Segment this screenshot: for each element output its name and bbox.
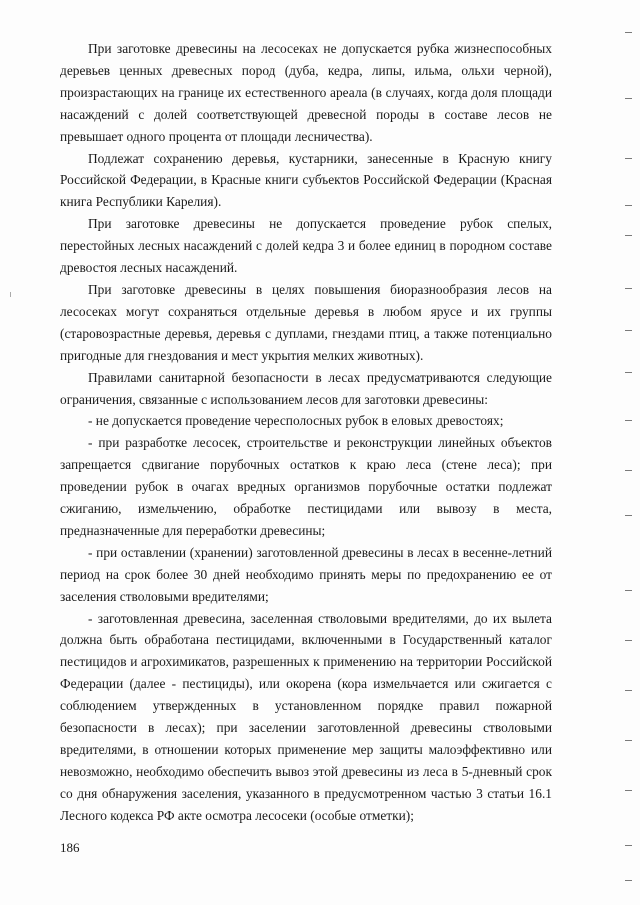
scan-mark: [625, 845, 632, 846]
paragraph: - при разработке лесосек, строительстве и реконструкции линейных объектов запрещается сдвигание порубочных остатков к краю леса (стене леса); при проведении рубок в очагах вредных организмов порубочные остатки подлежат сжиганию, измельчению, обработке пестицидами или вывозу в места, предназначенные для переработки древесины;: [60, 435, 552, 538]
scan-edge-marks: [610, 0, 640, 905]
document-body: [60, 38, 552, 827]
scan-mark: [625, 740, 632, 741]
scan-mark: [625, 590, 632, 591]
paragraph: Правилами санитарной безопасности в лесах предусматриваются следующие ограничения, связанные с использованием лесов для заготовки древесины:: [60, 369, 552, 407]
scan-mark: [625, 790, 632, 791]
scan-mark: [625, 640, 632, 641]
scan-mark: [625, 420, 632, 421]
scan-mark: [625, 288, 632, 289]
scan-speck: [10, 292, 11, 297]
scan-mark: [625, 98, 632, 99]
paragraph: Подлежат сохранению деревья, кустарники, занесенные в Красную книгу Российской Федерации, в Красные книги субъектов Российской Федерации (Красная книга Республики Карелия).: [60, 150, 552, 210]
paragraph: - не допускается проведение чересполосных рубок в еловых древостоях;: [88, 413, 504, 429]
scan-mark: [625, 470, 632, 471]
scan-mark: [625, 158, 632, 159]
page-number: 186: [60, 840, 80, 855]
scan-mark: [625, 32, 632, 33]
scan-mark: [625, 880, 632, 881]
scan-mark: [625, 372, 632, 373]
paragraph: - заготовленная древесина, заселенная стволовыми вредителями, до их вылета должна быть обработана пестицидами, включенными в Государственный каталог пестицидов и агрохимикатов, разрешенных к применению на территории Российской Федерации (далее - пестициды), или окорена (кора измельчается или сжигается с соблюдением утвержденных в установленном порядке правил пожарной безопасности в лесах); при заселении заготовленной древесины стволовыми вредителями, в отношении которых применение мер защиты малоэффективно или невозможно, необходимо обеспечить вывоз этой древесины из леса в 5-дневный срок со дня обнаружения заселения, указанного в предусмотренном частью 3 статьи 16.1 Лесного кодекса РФ акте осмотра лесосеки (особые отметки);: [60, 610, 552, 823]
scan-mark: [625, 330, 632, 331]
paragraph: При заготовке древесины на лесосеках не допускается рубка жизнеспособных деревьев ценных древесных пород (дуба, кедра, липы, ильма, ольхи черной), произрастающих на границе их естественного ареала (в случаях, когда доля площади насаждений с долей соответствующей древесной породы в составе лесов не превышает одного процента от площади лесничества).: [60, 41, 552, 144]
paragraph: При заготовке древесины в целях повышения биоразнообразия лесов на лесосеках могут сохраняться отдельные деревья в любом ярусе и их группы (старовозрастные деревья, деревья с дуплами, гнездами птиц, а также потенциально пригодные для гнездования и мест укрытия мелких животных).: [60, 281, 552, 363]
paragraph: - при оставлении (хранении) заготовленной древесины в лесах в весенне-летний период на срок более 30 дней необходимо принять меры по предохранению ее от заселения стволовыми вредителями;: [60, 544, 552, 604]
scan-mark: [625, 205, 632, 206]
paragraph: При заготовке древесины не допускается проведение рубок спелых, перестойных лесных насаждений с долей кедра 3 и более единиц в породном составе древостоя лесных насаждений.: [60, 216, 552, 276]
scan-mark: [625, 515, 632, 516]
scan-mark: [625, 235, 632, 236]
scan-mark: [625, 690, 632, 691]
